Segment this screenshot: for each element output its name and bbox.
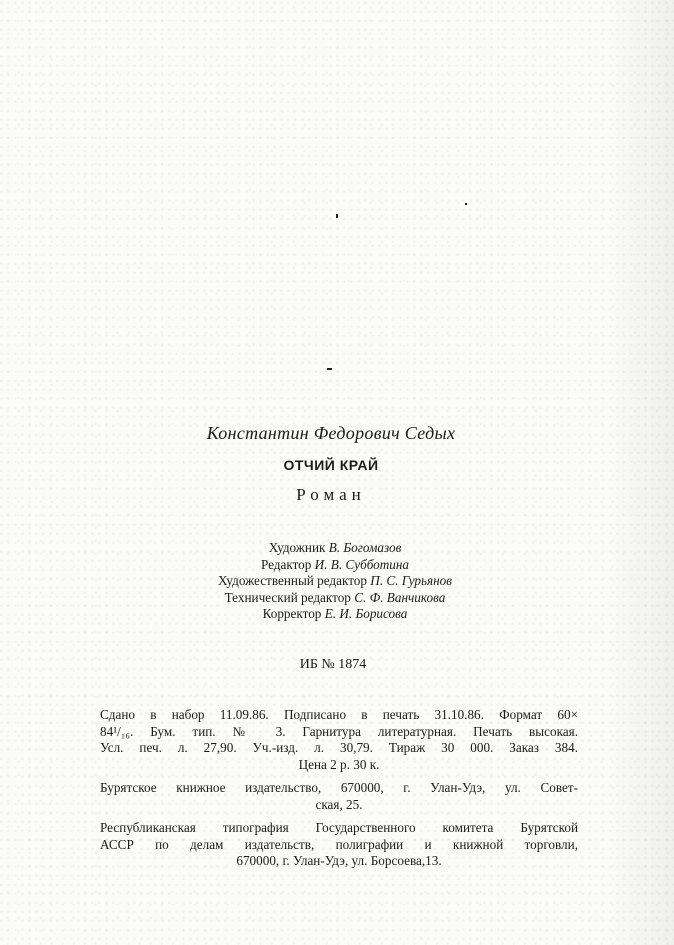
credit-row-proofreader <box>150 606 520 623</box>
imprint-line: Усл. печ. л. 27,90. Уч.-изд. л. 30,79. Тираж 30 000. Заказ 384. <box>100 740 578 755</box>
imprint-line: Республиканская типография Государственного комитета Бурятской <box>100 820 578 835</box>
author-name: Константин Федорович Седых <box>206 423 456 443</box>
credit-name: Е. И. Борисова <box>324 606 408 621</box>
print-speck <box>336 214 338 218</box>
price-line: Цена 2 р. 30 к. <box>298 756 380 772</box>
publisher-paragraph <box>100 780 578 813</box>
credit-name: П. С. Гурьянов <box>370 573 453 588</box>
ib-number: ИБ № 1874 <box>299 657 367 672</box>
imprint-line: 84¹/₁₆. Бум. тип. № 3. Гарнитура литературная. Печать высокая. <box>100 723 578 739</box>
credit-role: Редактор <box>260 556 312 572</box>
credit-name: И. В. Субботина <box>314 556 410 572</box>
imprint-line: 670000, г. Улан-Удэ, ул. Борсоева,13. <box>236 853 442 868</box>
credit-row-artist <box>150 540 520 557</box>
imprint-line: Сдано в набор 11.09.86. Подписано в печать 31.10.86. Формат 60× <box>100 707 578 722</box>
book-title: ОТЧИЙ КРАЙ <box>283 457 379 473</box>
credit-role: Корректор <box>262 606 322 621</box>
print-details-paragraph <box>100 707 578 773</box>
credit-row-tech-editor <box>150 590 520 607</box>
imprint-line: Бурятское книжное издательство, 670000, г. Улан-Удэ, ул. Совет- <box>100 780 578 795</box>
credit-role: Художественный редактор <box>217 573 367 588</box>
book-genre: Роман <box>296 485 366 504</box>
credit-role: Технический редактор <box>224 589 351 605</box>
imprint-block <box>100 707 578 877</box>
print-speck <box>327 368 332 370</box>
credit-role: Художник <box>268 540 326 555</box>
credits-block <box>150 540 520 623</box>
credit-row-editor <box>150 557 520 574</box>
imprint-line: ская, 25. <box>315 796 363 812</box>
credit-name: В. Богомазов <box>328 540 402 555</box>
print-speck <box>465 203 467 205</box>
credit-row-art-editor <box>150 573 520 590</box>
imprint-line: АССР по делам издательств, полиграфии и книжной торговли, <box>100 836 578 852</box>
credit-name: С. Ф. Ванчикова <box>354 589 446 605</box>
printer-paragraph <box>100 820 578 870</box>
